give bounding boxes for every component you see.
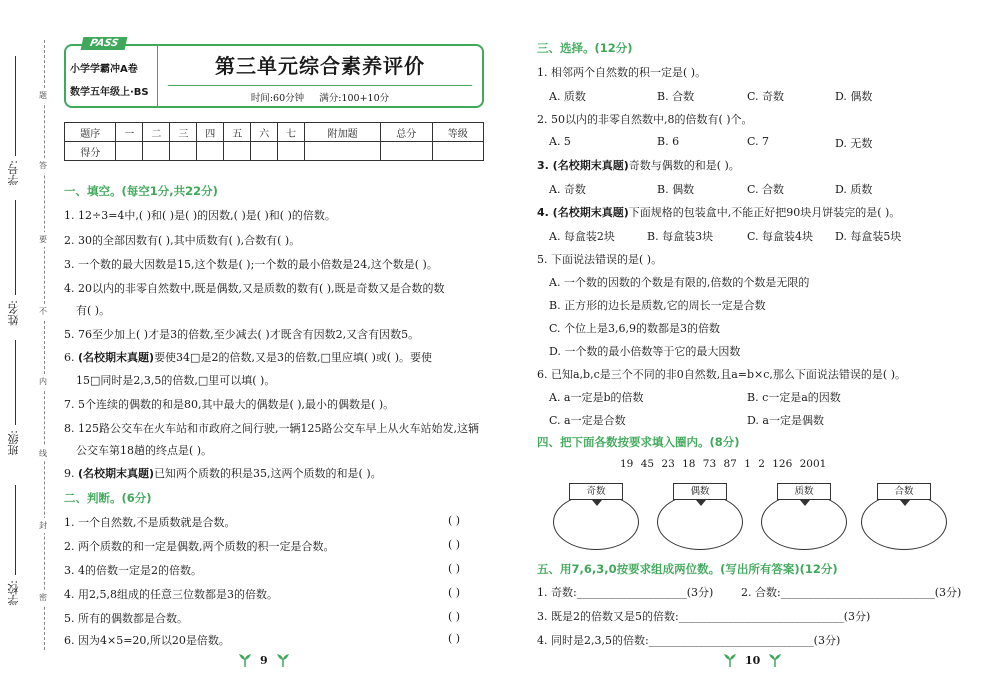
choice-option[interactable]: A. 奇数 xyxy=(549,183,586,196)
answer-paren[interactable]: ( ) xyxy=(448,586,461,599)
exam-info xyxy=(168,85,472,104)
choice-option[interactable]: A. a一定是b的倍数 xyxy=(549,391,644,404)
brand-logo: PASS xyxy=(81,37,128,50)
exam-header xyxy=(64,38,484,108)
question-text: 下面规格的包装盒中,不能正好把90块月饼装完的是( )。 xyxy=(628,206,901,219)
score-header-cell: 一 xyxy=(116,123,143,142)
class-field[interactable] xyxy=(15,340,16,425)
compose-question[interactable]: 3. 既是2的倍数又是5的倍数:______________________________(3分) xyxy=(537,610,871,623)
choice-option[interactable]: C. a一定是合数 xyxy=(549,414,626,427)
score-table xyxy=(64,122,484,161)
judge-question: 3. 4的倍数一定是2的倍数。 xyxy=(64,564,202,577)
school-label: 学校: xyxy=(7,580,20,606)
judge-question: 6. 因为4×5=20,所以20是倍数。 xyxy=(64,634,230,647)
name-label: 姓名: xyxy=(7,300,20,326)
section-classify-heading: 四、把下面各数按要求填入圈内。(8分) xyxy=(537,435,740,449)
score-cell[interactable] xyxy=(278,142,305,161)
score-header-row xyxy=(65,123,484,142)
fill-question-cont: 有( )。 xyxy=(76,304,111,317)
choice-option[interactable]: C. 合数 xyxy=(747,183,785,196)
fold-line xyxy=(44,40,45,650)
question-text: 奇数与偶数的和是( )。 xyxy=(628,159,740,172)
fill-question: 1. 12÷3=4中,( )和( )是( )的因数,( )是( )和( )的倍数。 xyxy=(64,209,336,222)
choice-question: 2. 50以内的非零自然数中,8的倍数有( )个。 xyxy=(537,113,753,126)
choice-option[interactable]: C. 每盒装4块 xyxy=(747,230,814,243)
fill-question: 4. 20以内的非零自然数中,既是偶数,又是质数的数有( ),既是奇数又是合数的数 xyxy=(64,282,445,295)
student-id-field[interactable] xyxy=(15,56,16,156)
score-header-cell: 题序 xyxy=(65,123,116,142)
right-page xyxy=(505,0,1000,690)
choice-option[interactable]: B. 正方形的边长是质数,它的周长一定是合数 xyxy=(549,299,766,312)
seal-char: 题 xyxy=(39,88,47,103)
class-label: 班级: xyxy=(7,430,20,456)
choice-option[interactable]: A. 质数 xyxy=(549,90,586,103)
choice-question: 5. 下面说法错误的是( )。 xyxy=(537,253,663,266)
question-number: 6. xyxy=(64,351,75,364)
sprout-icon xyxy=(723,653,737,667)
tag-top-exam: 3. (名校期末真题) xyxy=(537,159,629,172)
score-header-cell: 五 xyxy=(224,123,251,142)
fill-question-cont: 公交车第18趟的终点是( )。 xyxy=(76,444,213,457)
score-header-cell: 等级 xyxy=(432,123,483,142)
time-limit: 时间:60分钟 xyxy=(250,93,305,104)
binding-strip xyxy=(0,0,58,690)
choice-option[interactable]: D. 一个数的最小倍数等于它的最大因数 xyxy=(549,345,741,358)
choice-question: 6. 已知a,b,c是三个不同的非0自然数,且a=b×c,那么下面说法错误的是( )。 xyxy=(537,368,907,381)
compose-question[interactable]: 2. 合数:____________________________(3分) xyxy=(741,586,962,599)
tag-top-exam: (名校期末真题) xyxy=(78,351,155,364)
choice-option[interactable]: B. 每盒装3块 xyxy=(647,230,714,243)
choice-option[interactable]: C. 奇数 xyxy=(747,90,785,103)
school-field[interactable] xyxy=(15,485,16,575)
choice-option[interactable]: B. 6 xyxy=(657,135,680,148)
question-number: 9. xyxy=(64,467,75,480)
fill-question: 8. 125路公交车在火车站和市政府之间行驶,一辆125路公交车早上从火车站始发,这辆 xyxy=(64,422,479,435)
answer-paren[interactable]: ( ) xyxy=(448,562,461,575)
seal-char: 答 xyxy=(39,158,47,173)
tag-top-exam: (名校期末真题) xyxy=(78,467,155,480)
section-fill-heading: 一、填空。(每空1分,共22分) xyxy=(64,184,218,198)
choice-question xyxy=(537,157,740,173)
score-cell[interactable] xyxy=(197,142,224,161)
number-list: 19 45 23 18 73 87 1 2 126 2001 xyxy=(620,458,827,470)
grade-label: 数学五年级上·BS xyxy=(70,87,149,98)
choice-option[interactable]: A. 每盒装2块 xyxy=(549,230,615,243)
name-field[interactable] xyxy=(15,200,16,295)
sprout-icon xyxy=(238,653,252,667)
choice-option[interactable]: B. c一定是a的因数 xyxy=(747,391,841,404)
odd-circle-label: 奇数 xyxy=(569,483,623,500)
score-header-cell: 六 xyxy=(251,123,278,142)
sprout-icon xyxy=(276,653,290,667)
choice-question xyxy=(537,204,900,220)
prime-circle-label: 质数 xyxy=(777,483,831,500)
judge-question: 1. 一个自然数,不是质数就是合数。 xyxy=(64,516,236,529)
page-number-footer xyxy=(238,653,290,667)
score-cell[interactable] xyxy=(143,142,170,161)
page-title: 第三单元综合素养评价 xyxy=(215,54,425,78)
choice-option[interactable]: D. 无数 xyxy=(835,137,873,150)
answer-paren[interactable]: ( ) xyxy=(448,514,461,527)
score-cell[interactable] xyxy=(224,142,251,161)
compose-question[interactable]: 4. 同时是2,3,5的倍数:______________________________(3分) xyxy=(537,634,841,647)
seal-char: 不 xyxy=(39,304,47,319)
choice-option[interactable]: D. 每盒装5块 xyxy=(835,230,902,243)
score-header-cell: 二 xyxy=(143,123,170,142)
fill-question: 7. 5个连续的偶数的和是80,其中最大的偶数是( ),最小的偶数是( )。 xyxy=(64,398,395,411)
compose-question[interactable]: 1. 奇数:____________________(3分) xyxy=(537,586,714,599)
seal-char: 封 xyxy=(39,518,47,533)
page-number-footer xyxy=(723,653,782,667)
seal-char: 内 xyxy=(39,374,47,389)
answer-paren[interactable]: ( ) xyxy=(448,632,461,645)
answer-paren[interactable]: ( ) xyxy=(448,610,461,623)
section-compose-heading: 五、用7,6,3,0按要求组成两位数。(写出所有答案)(12分) xyxy=(537,562,838,576)
question-text: 要使34□是2的倍数,又是3的倍数,□里应填( )或( )。要使 xyxy=(154,351,432,364)
seal-char: 要 xyxy=(39,232,47,247)
header-left xyxy=(66,38,158,106)
judge-question: 4. 用2,5,8组成的任意三位数都是3的倍数。 xyxy=(64,588,278,601)
composite-circle-label: 合数 xyxy=(877,483,931,500)
judge-question: 5. 所有的偶数都是合数。 xyxy=(64,612,188,625)
score-cell[interactable] xyxy=(116,142,143,161)
choice-option[interactable]: B. 合数 xyxy=(657,90,695,103)
choice-option[interactable]: C. 个位上是3,6,9的数都是3的倍数 xyxy=(549,322,721,335)
choice-option[interactable]: D. 质数 xyxy=(835,183,873,196)
score-row-label: 得分 xyxy=(65,142,116,161)
choice-option[interactable]: D. 偶数 xyxy=(835,90,873,103)
score-header-cell: 附加题 xyxy=(305,123,381,142)
score-header-cell: 总分 xyxy=(381,123,432,142)
full-score: 满分:100+10分 xyxy=(319,93,390,104)
score-header-cell: 四 xyxy=(197,123,224,142)
fill-question xyxy=(64,349,432,365)
score-cell[interactable] xyxy=(251,142,278,161)
judge-question: 2. 两个质数的和一定是偶数,两个质数的积一定是合数。 xyxy=(64,540,335,553)
seal-char: 密 xyxy=(39,590,47,605)
score-value-row xyxy=(65,142,484,161)
score-header-cell: 三 xyxy=(170,123,197,142)
series-name: 小学学霸冲A卷 xyxy=(70,64,138,75)
question-text: 已知两个质数的积是35,这两个质数的和是( )。 xyxy=(154,467,382,480)
fill-question: 3. 一个数的最大因数是15,这个数是( );一个数的最小倍数是24,这个数是( )。 xyxy=(64,258,438,271)
score-cell[interactable] xyxy=(170,142,197,161)
even-circle-label: 偶数 xyxy=(673,483,727,500)
choice-option[interactable]: C. 7 xyxy=(747,135,770,148)
fill-question-cont: 15□同时是2,3,5的倍数,□里可以填( )。 xyxy=(76,374,276,387)
header-right xyxy=(158,46,482,106)
choice-option[interactable]: D. a一定是偶数 xyxy=(747,414,824,427)
score-cell[interactable] xyxy=(305,142,381,161)
choice-option[interactable]: A. 5 xyxy=(549,135,571,148)
answer-paren[interactable]: ( ) xyxy=(448,538,461,551)
fill-question: 5. 76至少加上( )才是3的倍数,至少减去( )才既含有因数2,又含有因数5。 xyxy=(64,328,420,341)
page-number: 10 xyxy=(745,653,761,667)
page-number: 9 xyxy=(260,653,268,667)
section-choice-heading: 三、选择。(12分) xyxy=(537,41,633,55)
choice-question: 1. 相邻两个自然数的积一定是( )。 xyxy=(537,66,707,79)
seal-char: 线 xyxy=(39,446,47,461)
tag-top-exam: 4. (名校期末真题) xyxy=(537,206,629,219)
student-id-label: 学号: xyxy=(7,160,20,186)
section-judge-heading: 二、判断。(6分) xyxy=(64,491,152,505)
fill-question xyxy=(64,465,382,481)
score-cell[interactable] xyxy=(381,142,432,161)
choice-option[interactable]: A. 一个数的因数的个数是有限的,倍数的个数是无限的 xyxy=(549,276,810,289)
sprout-icon xyxy=(768,653,782,667)
choice-option[interactable]: B. 偶数 xyxy=(657,183,695,196)
fill-question: 2. 30的全部因数有( ),其中质数有( ),合数有( )。 xyxy=(64,234,301,247)
score-cell[interactable] xyxy=(432,142,483,161)
score-header-cell: 七 xyxy=(278,123,305,142)
